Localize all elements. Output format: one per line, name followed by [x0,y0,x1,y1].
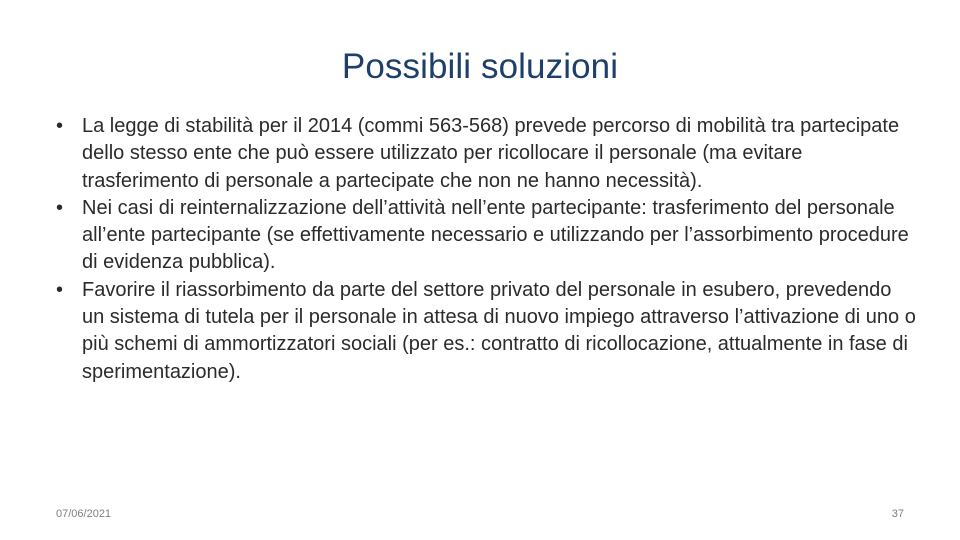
page-number: 37 [891,508,904,520]
bullet-item [56,277,916,386]
bullet-text: Nei casi di reinternalizzazione dell’attività nell’ente partecipante: trasferimento del personale all’ente partecipante (se effettivamente necessario e utilizzando per l’assorbimento procedure di evidenza pubblica). [82,196,909,274]
bullet-list [56,113,916,386]
bullet-text: La legge di stabilità per il 2014 (commi 563-568) prevede percorso di mobilità tra partecipate dello stesso ente che può essere utilizzato per ricollocare il personale (ma evitare trasferimento di personale a partecipate che non ne hanno necessità). [82,115,900,192]
bullet-marker: • [56,278,64,301]
bullet-item [56,113,916,195]
footer-date: 07/06/2021 [56,508,112,520]
slide-title: Possibili soluzioni [341,47,619,86]
bullet-text: Favorire il riassorbimento da parte del settore privato del personale in esubero, prevedendo un sistema di tutela per il personale in attesa di nuovo impiego attraverso l’attivazione di uno o più schemi di ammortizzatori sociali (per es.: contratto di ricollocazione, attualmente in fase di sperimentazione). [82,278,916,383]
bullet-marker: • [56,115,64,137]
bullet-item [56,195,916,277]
bullet-marker: • [56,196,64,219]
